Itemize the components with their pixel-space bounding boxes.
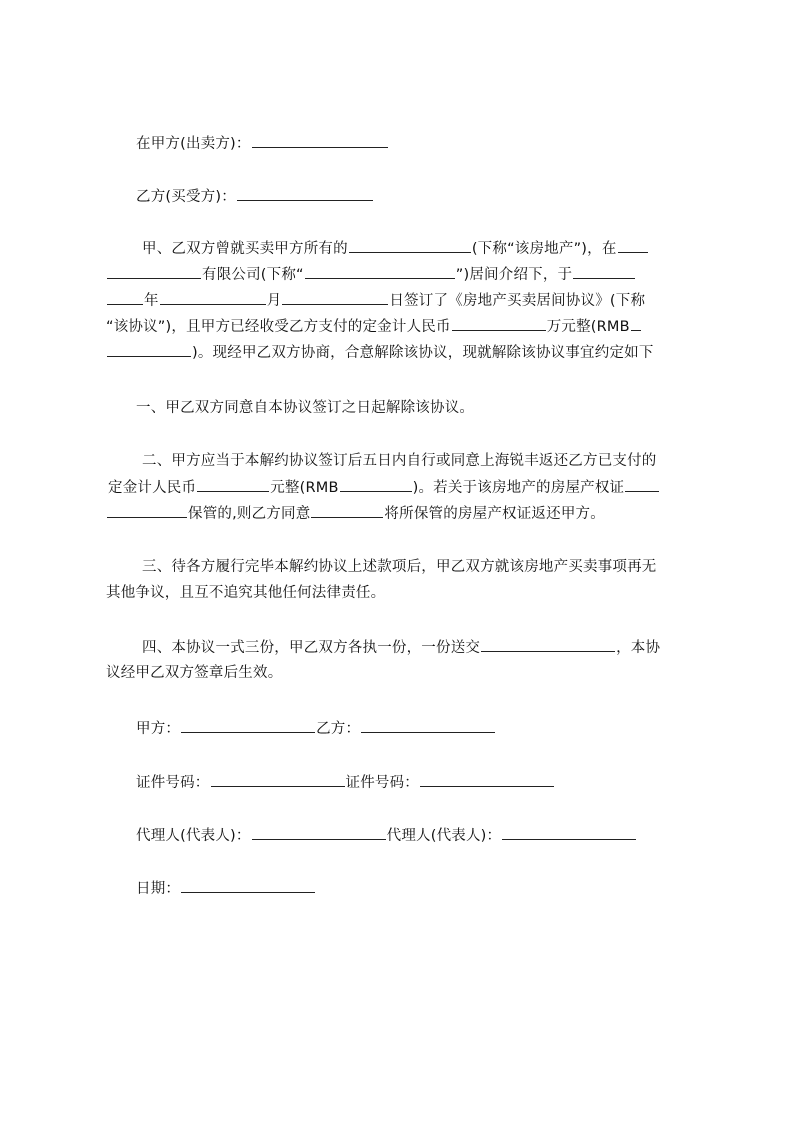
clause-2-line-3: [106, 503, 605, 524]
sign-month-blank[interactable]: [160, 290, 266, 305]
copy-recipient-blank[interactable]: [481, 637, 615, 652]
agency-blank-part1[interactable]: [618, 238, 648, 253]
clause-1: [136, 398, 474, 418]
deposit-rmb-blank-part1[interactable]: [631, 316, 641, 331]
preamble-line-1: [142, 238, 649, 259]
preamble-text: (下称“该房地产”)，在: [471, 241, 617, 257]
clause-3-text: 三、待各方履行完毕本解约协议上述款项后，甲乙双方就该房地产买卖事项再无: [142, 559, 657, 575]
clause-2-text: 保管的,则乙方同意: [188, 506, 311, 522]
deposit-rmb-blank-part2[interactable]: [107, 342, 191, 357]
preamble-text: 万元整(RMB: [546, 319, 630, 335]
clause-2-line-1: [142, 451, 657, 471]
party-a-signature-blank[interactable]: [181, 718, 315, 733]
clause-4-line-1: [142, 637, 660, 658]
date-line: [136, 878, 316, 899]
party-a-seller-line: [136, 133, 389, 154]
sign-year-blank-part2[interactable]: [107, 290, 143, 305]
clause-3-text: 其他争议，且互不追究其他任何法律责任。: [106, 585, 386, 601]
preamble-line-2: [106, 264, 636, 285]
preamble-text: 日签订了《房地产买卖居间协议》(下称: [389, 293, 646, 309]
preamble-text: 年: [144, 293, 159, 309]
clause-4-line-2: [106, 663, 282, 683]
refund-rmb-blank[interactable]: [340, 477, 412, 492]
party-a-signature-label: 甲方：: [136, 721, 181, 737]
party-b-buyer-blank[interactable]: [237, 186, 373, 201]
preamble-text: “该协议”)，且甲方已经收受乙方支付的定金计人民币: [106, 319, 451, 335]
preamble-text: 有限公司(下称“: [202, 267, 304, 283]
clause-4-text: ，本协: [616, 640, 661, 656]
agent-line: [136, 825, 637, 846]
deposit-amount-blank[interactable]: [452, 316, 546, 331]
preamble-line-4: [106, 316, 642, 337]
party-a-seller-label: 在甲方(出卖方)：: [136, 136, 251, 152]
preamble-text: 甲、乙双方曾就买卖甲方所有的: [142, 241, 348, 257]
id-number-line: [136, 772, 555, 793]
clause-2-text: 元整(RMB: [270, 480, 339, 496]
sign-year-blank-part1[interactable]: [573, 264, 635, 279]
party-b-id-number-blank[interactable]: [420, 772, 554, 787]
clause-2-text: 定金计人民币: [108, 480, 197, 496]
party-a-id-number-label: 证件号码：: [136, 775, 210, 791]
agency-short-name-blank[interactable]: [305, 264, 455, 279]
certificate-return-blank[interactable]: [311, 503, 383, 518]
party-b-buyer-label: 乙方(买受方)：: [136, 189, 236, 205]
clause-2-line-2: [108, 477, 660, 498]
refund-amount-blank[interactable]: [197, 477, 269, 492]
clause-3-line-1: [142, 557, 657, 577]
party-b-signature-label: 乙方：: [316, 721, 361, 737]
certificate-holder-blank-part2[interactable]: [107, 503, 187, 518]
clause-3-line-2: [106, 583, 385, 603]
party-b-signature-blank[interactable]: [361, 718, 495, 733]
preamble-text: )。现经甲乙双方协商，合意解除该协议，现就解除该协议事宜约定如下: [192, 345, 654, 361]
party-b-agent-label: 代理人(代表人)：: [386, 828, 502, 844]
clause-4-text: 议经甲乙双方签章后生效。: [106, 665, 283, 681]
property-blank[interactable]: [349, 238, 471, 253]
party-a-agent-label: 代理人(代表人)：: [136, 828, 251, 844]
certificate-holder-blank-part1[interactable]: [625, 477, 659, 492]
agency-blank-part2[interactable]: [107, 264, 201, 279]
party-a-agent-blank[interactable]: [252, 825, 386, 840]
preamble-line-5: [106, 342, 654, 363]
preamble-line-3: [106, 290, 645, 311]
party-a-seller-blank[interactable]: [252, 133, 388, 148]
clause-2-text: 将所保管的房屋产权证返还甲方。: [384, 506, 605, 522]
sign-day-blank[interactable]: [282, 290, 388, 305]
clause-2-text: )。若关于该房地产的房屋产权证: [412, 480, 625, 496]
party-a-id-number-blank[interactable]: [211, 772, 345, 787]
clause-2-text: 二、甲方应当于本解约协议签订后五日内自行或同意上海锐丰返还乙方已支付的: [142, 453, 657, 469]
date-blank[interactable]: [181, 878, 315, 893]
clause-1-text: 一、甲乙双方同意自本协议签订之日起解除该协议。: [136, 400, 475, 416]
signature-party-line: [136, 718, 496, 739]
preamble-text: ”)居间介绍下，于: [455, 267, 573, 283]
date-label: 日期：: [136, 881, 181, 897]
clause-4-text: 四、本协议一式三份，甲乙双方各执一份，一份送交: [142, 640, 481, 656]
party-b-agent-blank[interactable]: [502, 825, 636, 840]
preamble-text: 月: [266, 293, 282, 309]
party-b-id-number-label: 证件号码：: [345, 775, 419, 791]
party-b-buyer-line: [136, 186, 374, 207]
